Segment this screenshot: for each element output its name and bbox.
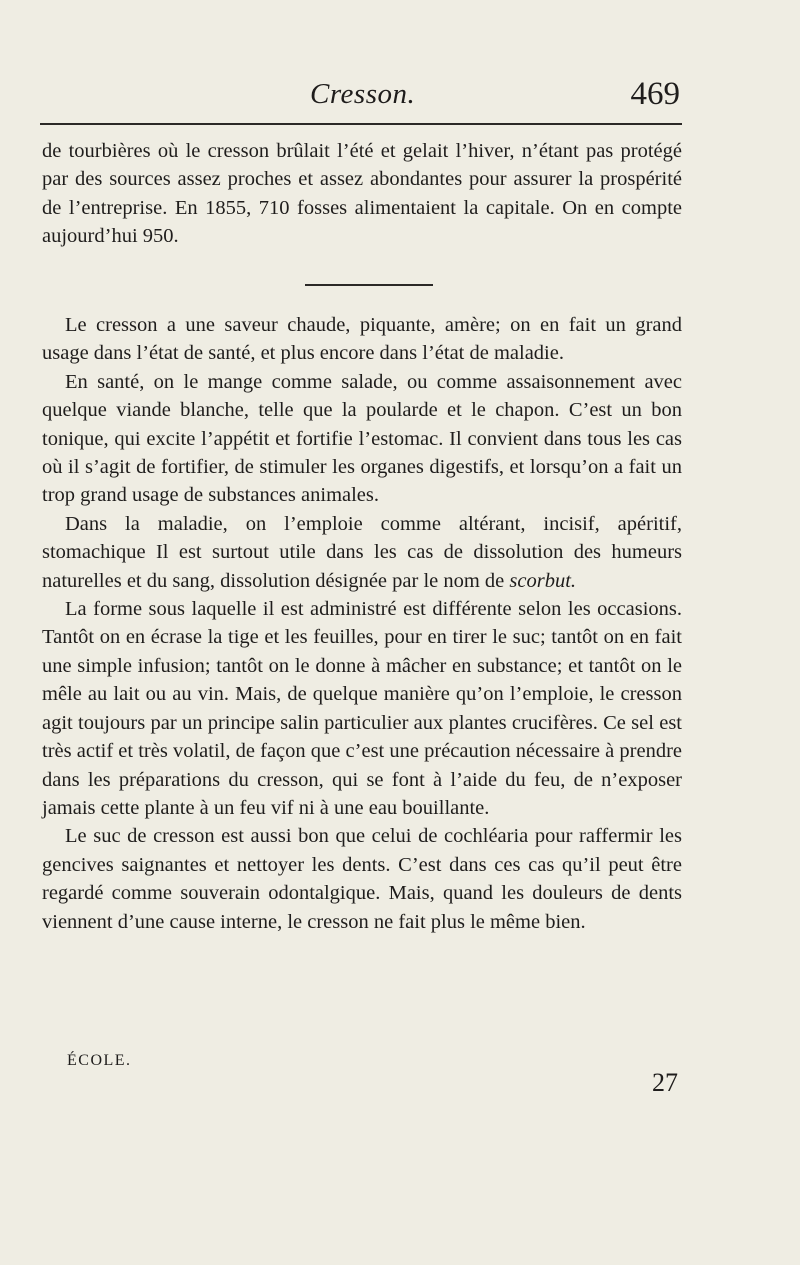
paragraph-maladie-text: Dans la maladie, on l’emploie comme altérant, incisif, apéritif, stomachique Il est surtout utile dans les cas de dissolution des humeurs naturelles et du sang, dissolution désignée par le nom de [42, 512, 682, 592]
page-number: 469 [630, 76, 680, 112]
section-separator [305, 284, 433, 286]
paragraph-maladie [42, 510, 682, 595]
paragraph-continuation: de tourbières où le cresson brûlait l’été et gelait l’hiver, n’étant pas protégé par des sources assez proches et assez abondantes pour assurer la prospérité de l’entreprise. En 1855, 710 fosses alimentaient la capitale. On en compte aujourd’hui 950. [42, 140, 682, 248]
text-block-top [42, 137, 682, 251]
scorbut-term: scorbut. [509, 569, 577, 592]
page-header [40, 78, 680, 118]
text-block-main [42, 311, 682, 936]
paragraph-forme: La forme sous laquelle il est administré est différente selon les occasions. Tantôt on en écrase la tige et les feuilles, pour en tirer le suc; tantôt on en fait une simple infusion; tantôt on le donne à mâcher en substance; et tantôt on le mêle au lait ou au vin. Mais, de quelque manière qu’on l’emploie, le cresson agit toujours par un principe salin particulier aux plantes crucifères. Ce sel est très actif et très volatil, de façon que c’est une précaution nécessaire à prendre dans les préparations du cresson, qui se font à l’aide du feu, de n’exposer jamais cette plante à un feu vif ni à une eau bouillante. [42, 598, 682, 819]
paragraph-suc: Le suc de cresson est aussi bon que celui de cochléaria pour raffermir les gencives saignantes et nettoyer les dents. C’est dans ces cas qu’il peut être regardé comme souverain odontalgique. Mais, quand les douleurs de dents viennent d’une cause interne, le cresson ne fait plus le même bien. [42, 825, 682, 933]
running-title: Cresson. [310, 78, 416, 110]
paragraph-sante: En santé, on le mange comme salade, ou comme assaisonnement avec quelque viande blanche, telle que la poularde et le chapon. C’est un bon tonique, qui excite l’appétit et fortifie l’estomac. Il convient dans tous les cas où il s’agit de fortifier, de stimuler les organes digestifs, et lorsqu’on a fait un trop grand usage de substances animales. [42, 370, 682, 507]
header-rule [40, 123, 682, 125]
signature-mark: 27 [652, 1068, 678, 1097]
paragraph-saveur: Le cresson a une saveur chaude, piquante, amère; on en fait un grand usage dans l’état de santé, et plus encore dans l’état de maladie. [42, 314, 682, 365]
footer-label: ÉCOLE. [67, 1052, 132, 1069]
